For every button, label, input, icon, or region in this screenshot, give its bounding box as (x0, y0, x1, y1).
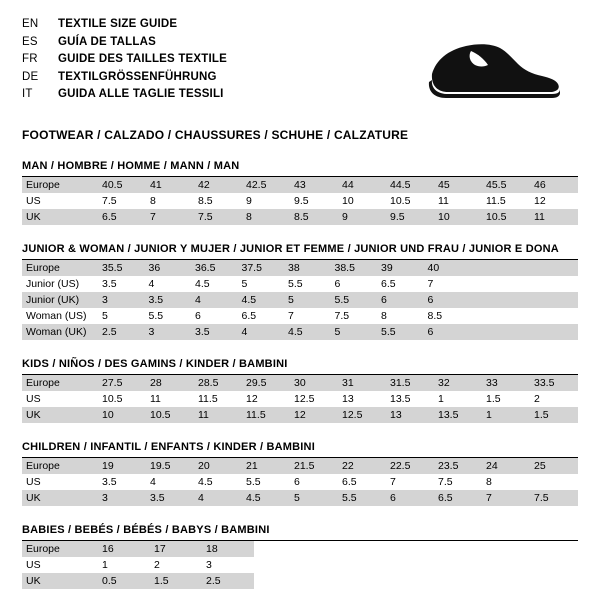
cell: 9.5 (290, 193, 338, 209)
language-title: GUIDA ALLE TAGLIE TESSILI (58, 88, 224, 100)
section-man (22, 160, 578, 225)
language-code: IT (22, 88, 33, 100)
cell: 16 (98, 541, 150, 557)
cell: 38.5 (331, 260, 378, 276)
cell: 12.5 (338, 407, 386, 423)
language-title: TEXTILE SIZE GUIDE (58, 18, 178, 30)
document-header (22, 16, 578, 112)
row-label: Europe (22, 541, 98, 557)
cell: 3 (202, 557, 254, 573)
cell: 10 (434, 209, 482, 225)
cell: 2.5 (202, 573, 254, 589)
cell: 7.5 (331, 308, 378, 324)
row-label: Junior (US) (22, 276, 98, 292)
cell: 5 (98, 308, 145, 324)
cell: 6 (377, 292, 424, 308)
cell: 17 (150, 541, 202, 557)
cell: 27.5 (98, 375, 146, 391)
row-label: US (22, 193, 98, 209)
language-code: FR (22, 53, 38, 65)
cell: 41 (146, 177, 194, 193)
cell: 5.5 (377, 324, 424, 340)
cell (470, 260, 524, 276)
cell: 6.5 (377, 276, 424, 292)
cell: 45.5 (482, 177, 530, 193)
cell: 6 (424, 292, 471, 308)
cell (524, 260, 578, 276)
cell: 4 (194, 490, 242, 506)
cell: 13 (338, 391, 386, 407)
row-label: Woman (UK) (22, 324, 98, 340)
table-row (22, 375, 578, 391)
section-title: BABIES / BEBÉS / BÉBÉS / BABYS / BAMBINI (22, 524, 578, 541)
cell: 43 (290, 177, 338, 193)
cell: 39 (377, 260, 424, 276)
cell: 6 (290, 474, 338, 490)
language-title-table (22, 16, 227, 104)
row-label: US (22, 557, 98, 573)
cell: 8 (482, 474, 530, 490)
cell: 37.5 (238, 260, 285, 276)
language-code: EN (22, 18, 39, 30)
table-row (22, 292, 578, 308)
section-kids (22, 358, 578, 423)
cell: 3.5 (98, 276, 145, 292)
cell: 38 (284, 260, 331, 276)
cell (524, 276, 578, 292)
row-label: Europe (22, 375, 98, 391)
cell: 8.5 (194, 193, 242, 209)
cell: 35.5 (98, 260, 145, 276)
language-row (22, 51, 227, 69)
cell: 4 (145, 276, 192, 292)
cell: 44 (338, 177, 386, 193)
cell (254, 573, 578, 589)
cell: 12 (530, 193, 578, 209)
section-title: MAN / HOMBRE / HOMME / MANN / MAN (22, 160, 578, 177)
cell: 1.5 (150, 573, 202, 589)
cell: 10 (338, 193, 386, 209)
cell: 10 (98, 407, 146, 423)
cell: 1.5 (482, 391, 530, 407)
cell (524, 324, 578, 340)
row-label: Junior (UK) (22, 292, 98, 308)
cell: 7 (482, 490, 530, 506)
cell: 0.5 (98, 573, 150, 589)
cell: 7.5 (530, 490, 578, 506)
row-label: Woman (US) (22, 308, 98, 324)
cell: 12 (242, 391, 290, 407)
cell: 11.5 (194, 391, 242, 407)
row-label: Europe (22, 260, 98, 276)
cell: 25 (530, 458, 578, 474)
cell: 46 (530, 177, 578, 193)
cell: 6.5 (434, 490, 482, 506)
cell: 10.5 (386, 193, 434, 209)
cell: 31 (338, 375, 386, 391)
cell: 7 (386, 474, 434, 490)
cell: 4 (146, 474, 194, 490)
cell (470, 292, 524, 308)
cell: 9 (338, 209, 386, 225)
cell: 11 (194, 407, 242, 423)
size-table-man (22, 177, 578, 225)
cell: 3.5 (191, 324, 238, 340)
cell (470, 276, 524, 292)
table-row (22, 276, 578, 292)
cell: 42 (194, 177, 242, 193)
cell: 36.5 (191, 260, 238, 276)
language-row (22, 86, 227, 104)
section-title: CHILDREN / INFANTIL / ENFANTS / KINDER / BAMBINI (22, 441, 578, 458)
size-table-babies (22, 541, 578, 589)
cell: 20 (194, 458, 242, 474)
cell: 3 (98, 292, 145, 308)
cell: 2 (530, 391, 578, 407)
cell: 7.5 (194, 209, 242, 225)
cell: 40.5 (98, 177, 146, 193)
dress-shoe-icon (374, 28, 564, 108)
cell: 10.5 (482, 209, 530, 225)
section-title: KIDS / NIÑOS / DES GAMINS / KINDER / BAMBINI (22, 358, 578, 375)
table-row (22, 407, 578, 423)
cell: 6 (331, 276, 378, 292)
cell: 11 (530, 209, 578, 225)
cell: 29.5 (242, 375, 290, 391)
cell: 45 (434, 177, 482, 193)
cell: 3.5 (145, 292, 192, 308)
cell: 7 (424, 276, 471, 292)
cell: 32 (434, 375, 482, 391)
cell (470, 324, 524, 340)
cell: 11 (434, 193, 482, 209)
size-table-children (22, 458, 578, 506)
cell: 42.5 (242, 177, 290, 193)
cell: 36 (145, 260, 192, 276)
cell: 4.5 (238, 292, 285, 308)
size-table-kids (22, 375, 578, 423)
cell: 6.5 (238, 308, 285, 324)
cell: 6 (386, 490, 434, 506)
table-row (22, 458, 578, 474)
cell: 12.5 (290, 391, 338, 407)
language-title: GUÍA DE TALLAS (58, 35, 156, 48)
row-label: UK (22, 490, 98, 506)
cell: 1 (98, 557, 150, 573)
table-row (22, 541, 578, 557)
cell: 5 (331, 324, 378, 340)
table-row (22, 308, 578, 324)
size-table-junior-woman (22, 260, 578, 340)
cell: 7 (146, 209, 194, 225)
cell: 5 (284, 292, 331, 308)
cell: 11.5 (242, 407, 290, 423)
cell: 8 (242, 209, 290, 225)
cell: 30 (290, 375, 338, 391)
cell: 23.5 (434, 458, 482, 474)
section-babies (22, 524, 578, 589)
cell: 5.5 (242, 474, 290, 490)
table-row (22, 177, 578, 193)
language-row (22, 16, 227, 34)
cell: 4.5 (284, 324, 331, 340)
language-row (22, 69, 227, 87)
cell: 24 (482, 458, 530, 474)
cell (470, 308, 524, 324)
cell: 8 (146, 193, 194, 209)
language-title: TEXTILGRÖSSENFÜHRUNG (58, 70, 217, 83)
language-title: GUIDE DES TAILLES TEXTILE (58, 53, 227, 65)
language-code: DE (22, 70, 39, 83)
row-label: Europe (22, 177, 98, 193)
cell: 5.5 (284, 276, 331, 292)
cell: 31.5 (386, 375, 434, 391)
cell: 5.5 (338, 490, 386, 506)
table-row (22, 260, 578, 276)
language-row (22, 34, 227, 52)
cell: 6.5 (338, 474, 386, 490)
section-title: JUNIOR & WOMAN / JUNIOR Y MUJER / JUNIOR ET FEMME / JUNIOR UND FRAU / JUNIOR E DONA (22, 243, 578, 260)
cell: 4 (238, 324, 285, 340)
cell: 7 (284, 308, 331, 324)
section-junior-woman (22, 243, 578, 340)
cell: 33.5 (530, 375, 578, 391)
table-row (22, 391, 578, 407)
cell (530, 474, 578, 490)
cell: 4 (191, 292, 238, 308)
cell (254, 541, 578, 557)
cell: 7.5 (434, 474, 482, 490)
cell: 33 (482, 375, 530, 391)
row-label: US (22, 391, 98, 407)
cell: 5.5 (331, 292, 378, 308)
cell: 2 (150, 557, 202, 573)
cell: 9 (242, 193, 290, 209)
cell: 5 (290, 490, 338, 506)
table-row (22, 193, 578, 209)
cell: 3 (98, 490, 146, 506)
cell: 1.5 (530, 407, 578, 423)
cell: 11.5 (482, 193, 530, 209)
footwear-category-line: FOOTWEAR / CALZADO / CHAUSSURES / SCHUHE / CALZATURE (22, 128, 409, 142)
table-row (22, 557, 578, 573)
cell: 13 (386, 407, 434, 423)
table-row (22, 573, 578, 589)
cell: 10.5 (146, 407, 194, 423)
cell: 4.5 (194, 474, 242, 490)
cell: 3.5 (146, 490, 194, 506)
cell: 21.5 (290, 458, 338, 474)
cell: 44.5 (386, 177, 434, 193)
cell: 22.5 (386, 458, 434, 474)
cell: 1 (482, 407, 530, 423)
cell: 2.5 (98, 324, 145, 340)
cell: 19.5 (146, 458, 194, 474)
cell: 3.5 (98, 474, 146, 490)
cell: 8.5 (290, 209, 338, 225)
cell: 13.5 (386, 391, 434, 407)
cell: 7.5 (98, 193, 146, 209)
language-code: ES (22, 35, 38, 48)
cell: 8.5 (424, 308, 471, 324)
cell: 10.5 (98, 391, 146, 407)
row-label: Europe (22, 458, 98, 474)
cell: 22 (338, 458, 386, 474)
table-row (22, 324, 578, 340)
cell: 4.5 (191, 276, 238, 292)
language-title-body (22, 16, 227, 104)
cell: 3 (145, 324, 192, 340)
cell (524, 292, 578, 308)
table-row (22, 474, 578, 490)
cell: 9.5 (386, 209, 434, 225)
cell: 5 (238, 276, 285, 292)
cell: 5.5 (145, 308, 192, 324)
table-row (22, 209, 578, 225)
cell: 11 (146, 391, 194, 407)
cell: 1 (434, 391, 482, 407)
row-label: UK (22, 209, 98, 225)
cell: 6 (191, 308, 238, 324)
cell: 18 (202, 541, 254, 557)
cell: 28 (146, 375, 194, 391)
cell: 8 (377, 308, 424, 324)
row-label: UK (22, 407, 98, 423)
cell: 13.5 (434, 407, 482, 423)
cell: 19 (98, 458, 146, 474)
cell: 40 (424, 260, 471, 276)
cell (524, 308, 578, 324)
row-label: US (22, 474, 98, 490)
cell: 6 (424, 324, 471, 340)
table-row (22, 490, 578, 506)
cell (254, 557, 578, 573)
cell: 28.5 (194, 375, 242, 391)
row-label: UK (22, 573, 98, 589)
section-children (22, 441, 578, 506)
cell: 6.5 (98, 209, 146, 225)
cell: 4.5 (242, 490, 290, 506)
cell: 21 (242, 458, 290, 474)
cell: 12 (290, 407, 338, 423)
